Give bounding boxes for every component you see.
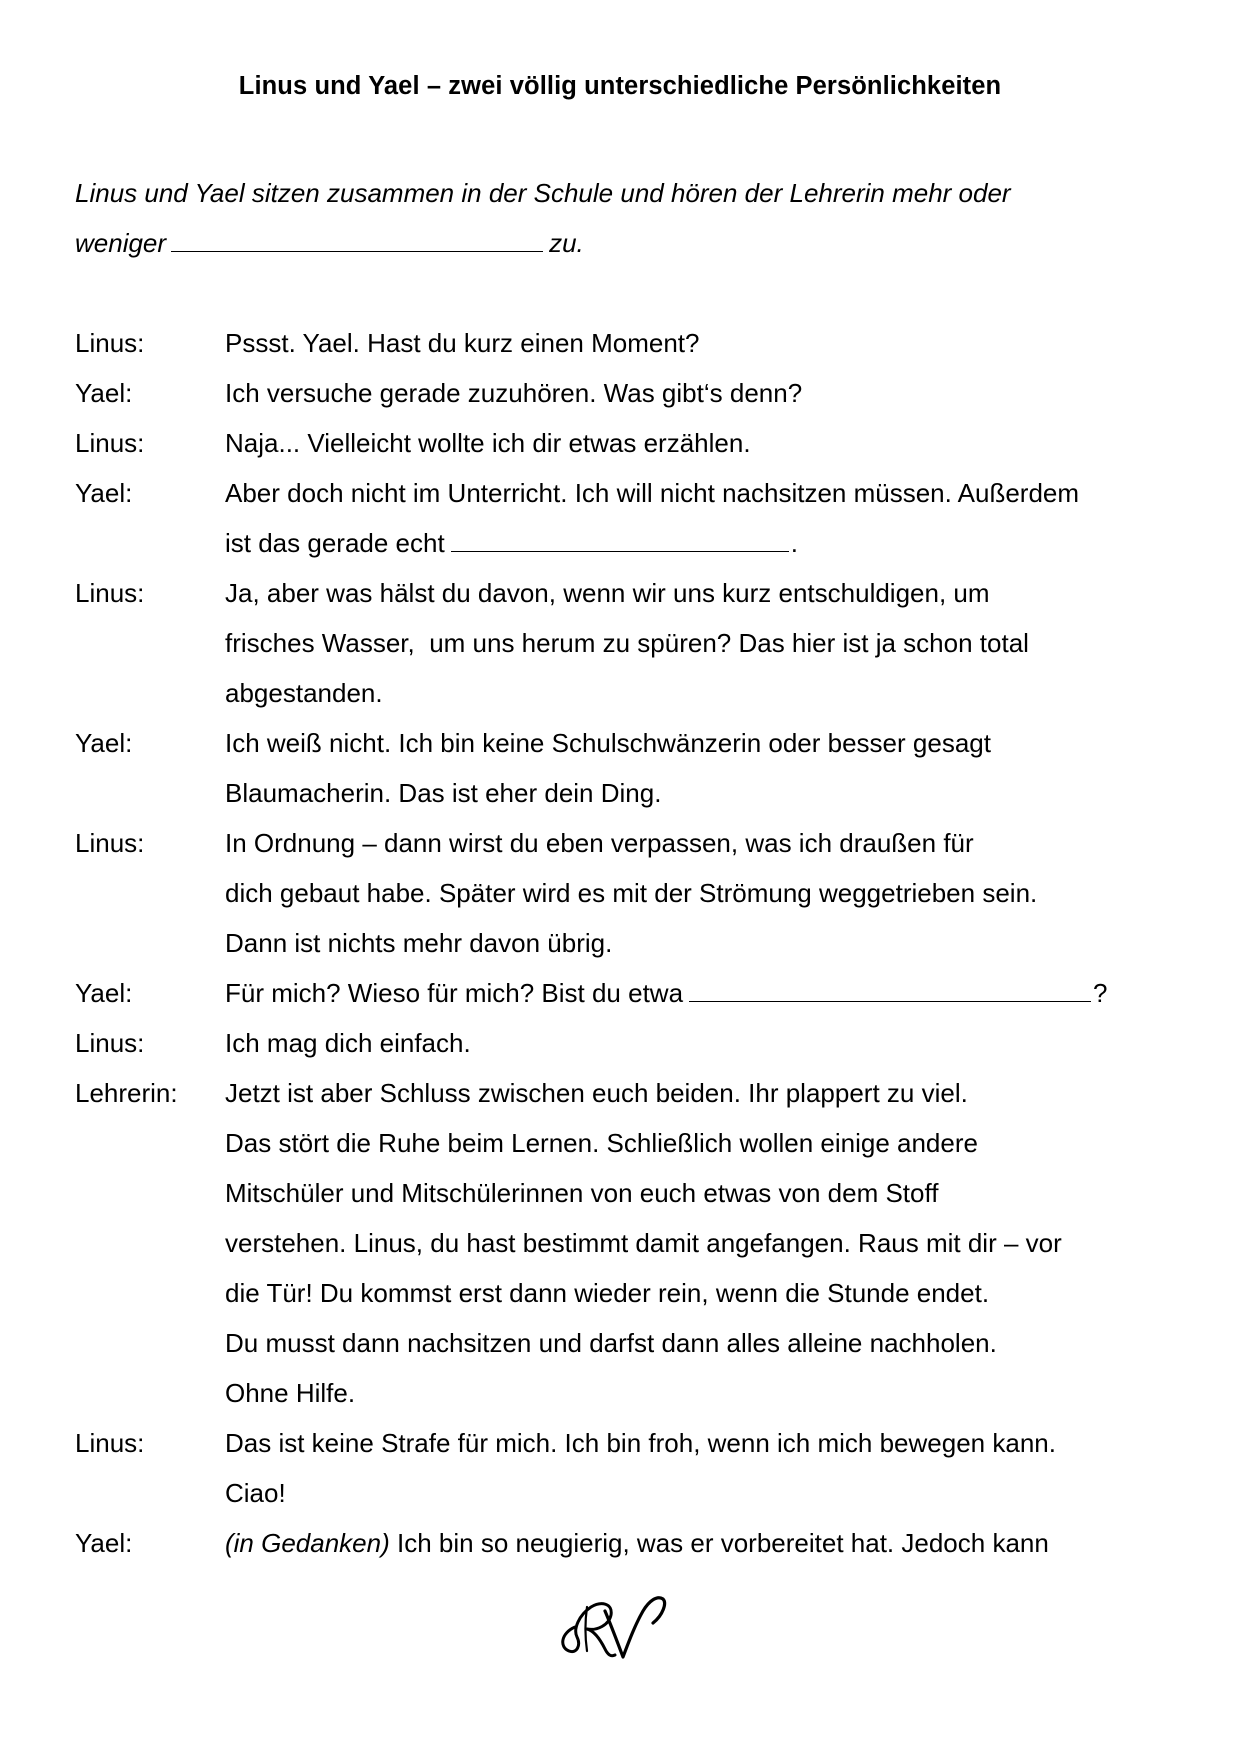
page-title: Linus und Yael – zwei völlig unterschiedliche Persönlichkeiten [238,72,1002,100]
speaker-label: Yael: [75,728,133,758]
speech-line: Pssst. Yael. Hast du kurz einen Moment? [225,328,700,358]
speech-line: Jetzt ist aber Schluss zwischen euch beiden. Ihr plappert zu viel. [225,1078,968,1108]
dialogue [75,318,1185,1568]
speech-text [225,468,1185,568]
speaker-label: Yael: [75,478,133,508]
dialogue-turn [75,468,1185,568]
text-before-blank: ist das gerade echt [225,528,445,558]
dialogue-turn [75,568,1185,718]
speech-line: frisches Wasser, um uns herum zu spüren? Das hier ist ja schon total [225,628,1029,658]
speaker-label: Linus: [75,828,145,858]
dialogue-turn [75,968,1185,1018]
text-after-blank: ? [1093,978,1108,1008]
speech-text [225,1018,1185,1068]
speech-text [225,1068,1185,1418]
dialogue-turn [75,818,1185,968]
speaker-label: Yael: [75,978,133,1008]
speaker-label: Yael: [75,1528,133,1558]
intro-line-2 [75,218,1165,268]
stage-direction: (in Gedanken) [225,1528,390,1558]
speech-text [225,818,1185,968]
dialogue-turn [75,718,1185,818]
speech-text [225,718,1185,818]
speech-line: Dann ist nichts mehr davon übrig. [225,928,613,958]
speech-line: Ich versuche gerade zuzuhören. Was gibt‘s denn? [225,378,803,408]
speech-text [225,568,1185,718]
speech-line: Mitschüler und Mitschülerinnen von euch etwas von dem Stoff [225,1178,939,1208]
dialogue-turn [75,368,1185,418]
speech-line-text: Ich bin so neugierig, was er vorbereitet hat. Jedoch kann [389,1528,1049,1558]
speech-line: Naja... Vielleicht wollte ich dir etwas erzählen. [225,428,751,458]
text-before-blank: Für mich? Wieso für mich? Bist du etwa [225,978,684,1008]
speech-line: abgestanden. [225,678,383,708]
speaker-label: Linus: [75,1028,145,1058]
speech-text [225,968,1185,1018]
speech-line-with-blank [225,968,1185,1018]
signature-logo [555,1585,685,1665]
speech-text [225,318,1185,368]
speech-line-with-blank [225,518,1185,568]
speaker-label: Lehrerin: [75,1078,178,1108]
speech-line [225,1518,1185,1568]
speech-text [225,1518,1185,1568]
dialogue-turn [75,418,1185,468]
speech-text [225,418,1185,468]
fill-in-blank-echt[interactable] [451,529,789,552]
speech-line: Ciao! [225,1478,286,1508]
fill-in-blank-etwa[interactable] [689,979,1091,1002]
signature-r-stroke [563,1604,615,1656]
dialogue-turn [75,318,1185,368]
text-after-blank: . [790,528,798,558]
speech-text [225,1418,1185,1518]
speaker-label: Linus: [75,328,145,358]
speech-line: Aber doch nicht im Unterricht. Ich will nicht nachsitzen müssen. Außerdem [225,478,1080,508]
speech-line: Ich weiß nicht. Ich bin keine Schulschwänzerin oder besser gesagt [225,728,991,758]
fill-in-blank-intro[interactable] [171,229,543,252]
speech-line: Blaumacherin. Das ist eher dein Ding. [225,778,662,808]
intro-text-after-blank: zu. [549,228,584,258]
speech-line: Du musst dann nachsitzen und darfst dann alles alleine nachholen. [225,1328,997,1358]
intro-line-1: Linus und Yael sitzen zusammen in der Schule und hören der Lehrerin mehr oder [75,178,1011,208]
dialogue-turn [75,1518,1185,1568]
dialogue-turn [75,1018,1185,1068]
intro-paragraph [75,168,1165,268]
speaker-label: Linus: [75,578,145,608]
speech-line: dich gebaut habe. Später wird es mit der Strömung weggetrieben sein. [225,878,1038,908]
speech-line: Das ist keine Strafe für mich. Ich bin froh, wenn ich mich bewegen kann. [225,1428,1056,1458]
intro-text-before-blank: weniger [75,228,167,258]
speaker-label: Yael: [75,378,133,408]
speaker-label: Linus: [75,428,145,458]
speech-line: Das stört die Ruhe beim Lernen. Schließlich wollen einige andere [225,1128,978,1158]
signature-n-stroke [605,1598,665,1657]
speech-line: Ja, aber was hälst du davon, wenn wir uns kurz entschuldigen, um [225,578,990,608]
speech-line: die Tür! Du kommst erst dann wieder rein, wenn die Stunde endet. [225,1278,990,1308]
speech-line: Ich mag dich einfach. [225,1028,471,1058]
speech-line: In Ordnung – dann wirst du eben verpassen, was ich draußen für [225,828,974,858]
dialogue-turn [75,1418,1185,1518]
speech-text [225,368,1185,418]
speech-line: Ohne Hilfe. [225,1378,356,1408]
speaker-label: Linus: [75,1428,145,1458]
dialogue-turn [75,1068,1185,1418]
speech-line: verstehen. Linus, du hast bestimmt damit angefangen. Raus mit dir – vor [225,1228,1062,1258]
